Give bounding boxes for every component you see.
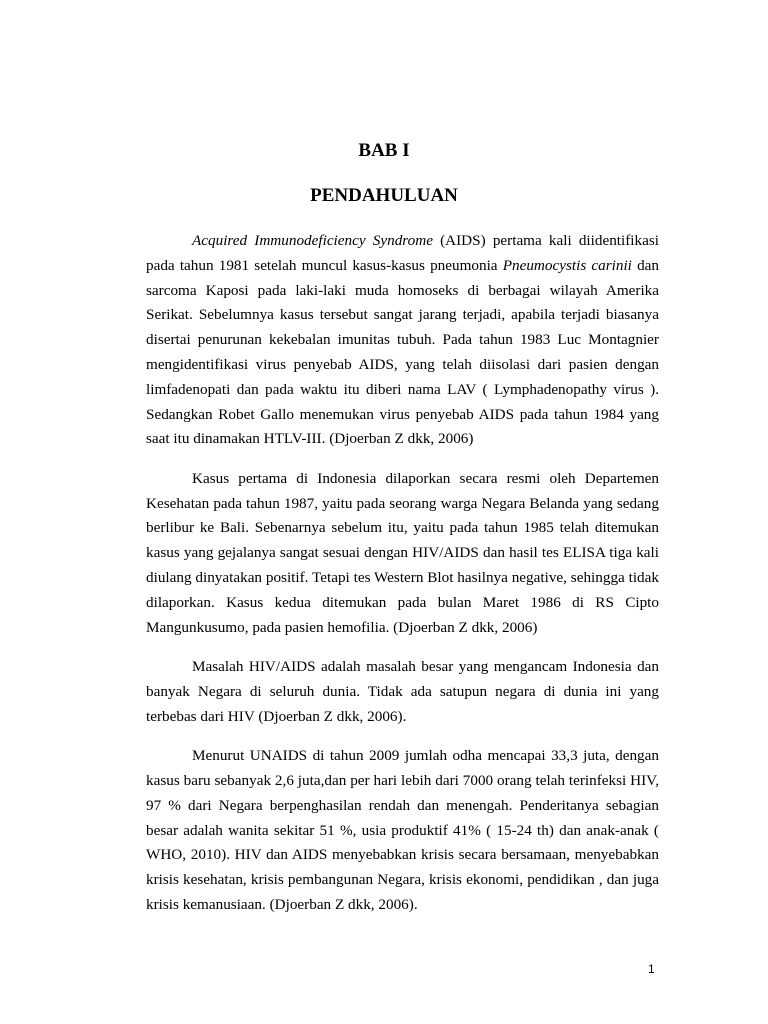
italic-species: Pneumocystis carinii xyxy=(502,256,632,274)
page-number: 1 xyxy=(648,962,655,976)
chapter-title: PENDAHULUAN xyxy=(310,185,458,206)
paragraph-2: Kasus pertama di Indonesia dilaporkan secara resmi oleh Departemen Kesehatan pada tahun 1987, yaitu pada seorang warga Negara Belanda yang sedang berlibur ke Bali. Sebenarnya sebelum itu, yaitu pada tahun 1985 telah ditemukan kasus yang gejalanya sangat sesuai dengan HIV/AIDS dan hasil tes ELISA tiga kali diulang dinyatakan positif. Tetapi tes Western Blot hasilnya negative, sehingga tidak dilaporkan. Kasus kedua ditemukan pada bulan Maret 1986 di RS Cipto Mangunkusumo, pada pasien hemofilia. (Djoerban Z dkk, 2006) xyxy=(146,469,659,636)
italic-term: Acquired Immunodeficiency Syndrome xyxy=(192,232,433,249)
paragraph-1-text-b: dan sarcoma Kaposi pada laki-laki muda homoseks di berbagai wilayah Amerika Serikat. Sebelumnya kasus tersebut sangat jarang terjadi, apabila terjadi biasanya disertai penurunan kekebalan imunitas tubuh. Pada tahun 1983 Luc Montagnier mengidentifikasi virus penyebab AIDS, yang telah diisolasi dari pasien dengan limfadenopati dan pada waktu itu diberi nama LAV ( Lymphadenopathy virus ). Sedangkan Robet Gallo menemukan virus penyebab AIDS pada tahun 1984 yang saat itu dinamakan HTLV-III. (Djoerban Z dkk, 2006) xyxy=(146,256,660,448)
paragraph-1-text-a: (AIDS) pertama kali diidentifikasi pada tahun 1981 setelah muncul kasus-kasus pneumonia xyxy=(146,232,659,274)
paragraph-4: Menurut UNAIDS di tahun 2009 jumlah odha mencapai 33,3 juta, dengan kasus baru sebanyak 2,6 juta,dan per hari lebih dari 7000 orang telah terinfeksi HIV, 97 % dari Negara berpenghasilan rendah dan menengah. Penderitanya sebagian besar adalah wanita sekitar 51 %, usia produktif 41% ( 15-24 th) dan anak-anak ( WHO, 2010). HIV dan AIDS menyebabkan krisis secara bersamaan, menyebabkan krisis kesehatan, krisis pembangunan Negara, krisis ekonomi, pendidikan , dan juga krisis kemanusiaan. (Djoerban Z dkk, 2006). xyxy=(146,747,659,913)
paragraph-3: Masalah HIV/AIDS adalah masalah besar yang mengancam Indonesia dan banyak Negara di seluruh dunia. Tidak ada satupun negara di dunia ini yang terbebas dari HIV (Djoerban Z dkk, 2006). xyxy=(146,658,659,725)
chapter-number: BAB I xyxy=(358,140,410,161)
body-text xyxy=(146,229,659,918)
paragraph-1 xyxy=(146,229,659,452)
